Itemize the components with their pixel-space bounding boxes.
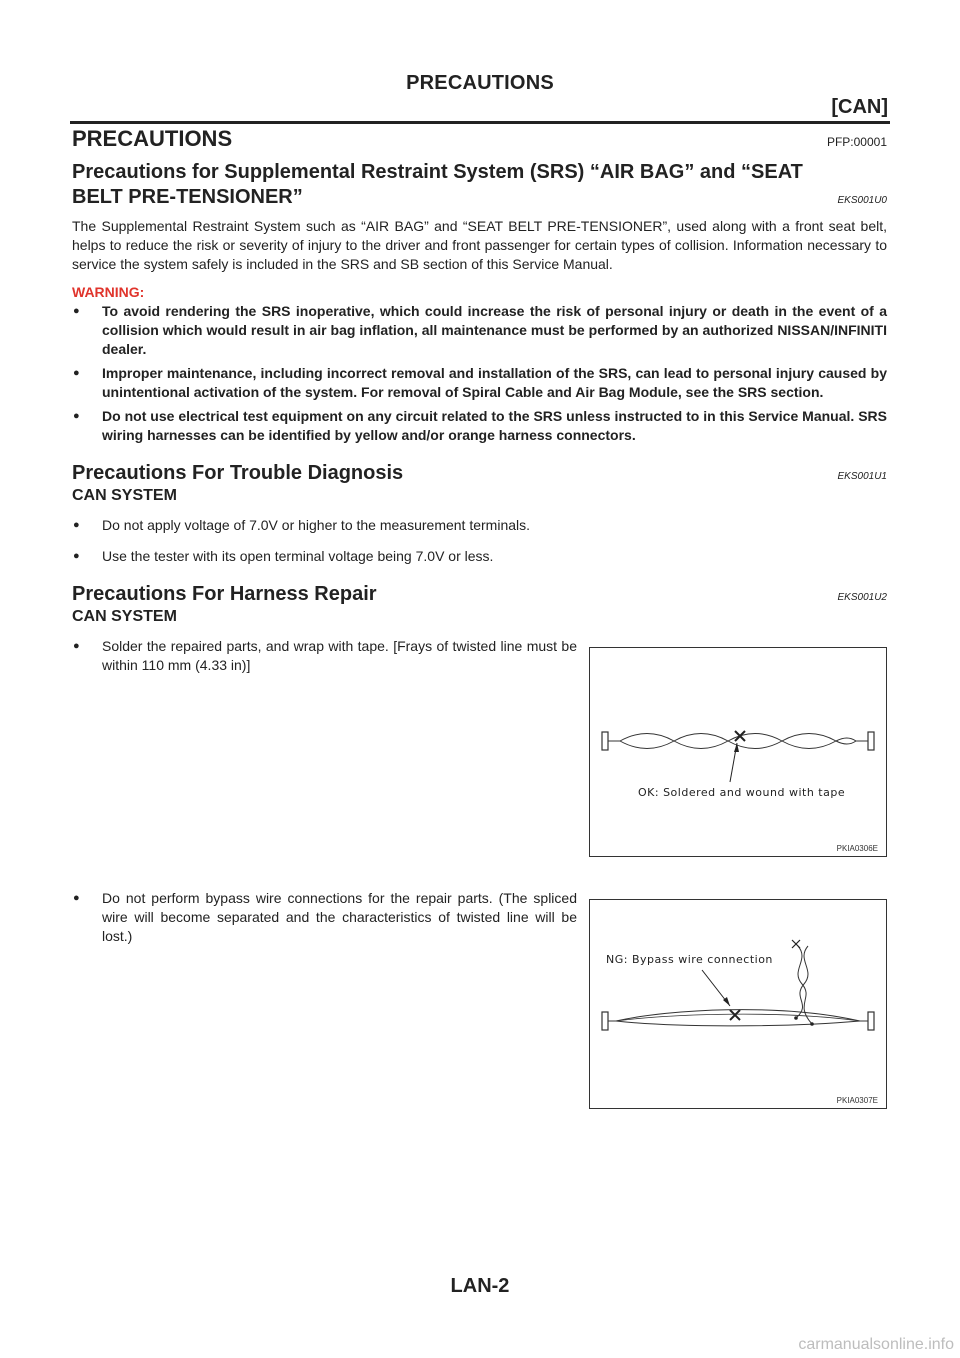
diagnosis-subtitle: CAN SYSTEM	[72, 487, 177, 504]
figure-ok-label: OK: Soldered and wound with tape	[638, 786, 846, 799]
srs-body: The Supplemental Restraint System such as “AIR BAG” and “SEAT BELT PRE-TENSIONER”, used along with a front seat belt, helps to reduce the risk or severity of injury to the driver and front passenger for certain types of collision. Information necessary to service the system safely is included in the SRS and SB section of this Service Manual.	[72, 218, 887, 272]
list-item	[72, 516, 887, 535]
page-header-section: [CAN]	[831, 96, 888, 118]
diagnosis-title: Precautions For Trouble Diagnosis	[72, 462, 404, 484]
repair-list	[72, 637, 577, 675]
diagnosis-list	[72, 516, 887, 566]
srs-code: EKS001U0	[837, 195, 887, 206]
warning-item	[72, 364, 887, 402]
twisted-wire-ng-diagram	[590, 900, 886, 1108]
diagnosis-code: EKS001U1	[837, 471, 887, 482]
bullet-icon: ●	[73, 519, 80, 531]
bullet-icon: ●	[73, 367, 80, 379]
bullet-icon: ●	[73, 640, 80, 652]
list-item-text: Do not apply voltage of 7.0V or higher to the measurement terminals.	[102, 517, 531, 533]
page-content	[72, 126, 887, 1104]
warning-item	[72, 302, 887, 359]
watermark: carmanualsonline.info	[798, 1336, 954, 1353]
twisted-wire-ok-diagram	[590, 648, 886, 856]
srs-title-line2: BELT PRE-TENSIONER”	[72, 186, 303, 208]
diagnosis-section	[72, 461, 887, 566]
figure-ok-soldered	[589, 647, 887, 857]
list-item-text: Do not perform bypass wire connections for the repair parts. (The spliced wire will become separated and the characteristics of twisted line will be lost.)	[102, 890, 577, 944]
header-rule	[70, 121, 890, 124]
warning-text: Do not use electrical test equipment on any circuit related to the SRS unless instructed to in this Service Manual. SRS wiring harnesses can be identified by yellow and/or orange harness connectors.	[102, 408, 887, 443]
precautions-heading	[72, 126, 887, 152]
bullet-icon: ●	[73, 410, 80, 422]
page-header-title: PRECAUTIONS	[406, 72, 554, 94]
figure-ng-bypass	[589, 899, 887, 1109]
warning-text: To avoid rendering the SRS inoperative, which could increase the risk of personal injury or death in the event of a collision which would result in air bag inflation, all maintenance must be performed by an authorized NISSAN/INFINITI dealer.	[102, 303, 887, 357]
list-item	[72, 547, 887, 566]
repair-section	[72, 582, 887, 1104]
bullet-icon: ●	[73, 892, 80, 904]
list-item-text: Use the tester with its open terminal voltage being 7.0V or less.	[102, 548, 494, 564]
list-item-text: Solder the repaired parts, and wrap with tape. [Frays of twisted line must be within 110 mm (4.33 in)]	[102, 638, 577, 673]
warning-item	[72, 407, 887, 445]
repair-list	[72, 889, 577, 946]
repair-title: Precautions For Harness Repair	[72, 583, 377, 605]
list-item	[72, 637, 577, 675]
warning-list	[72, 302, 887, 445]
list-item	[72, 889, 577, 946]
figure-ng-label: NG: Bypass wire connection	[606, 953, 773, 966]
warning-text: Improper maintenance, including incorrect removal and installation of the SRS, can lead to personal injury caused by unintentional activation of the system. For removal of Spiral Cable and Air Bag Module, see the SRS section.	[102, 365, 887, 400]
bullet-icon: ●	[73, 550, 80, 562]
diagnosis-title-row	[72, 461, 887, 486]
repair-code: EKS001U2	[837, 592, 887, 603]
srs-section	[72, 160, 887, 445]
bullet-icon: ●	[73, 305, 80, 317]
figure-ok-caption: PKIA0306E	[836, 844, 878, 853]
precautions-title: PRECAUTIONS	[72, 126, 233, 151]
figure-ng-caption: PKIA0307E	[836, 1096, 878, 1105]
repair-subtitle: CAN SYSTEM	[72, 608, 177, 625]
page-number: LAN-2	[450, 1275, 510, 1297]
warning-label: WARNING:	[72, 284, 145, 300]
srs-title-row	[72, 185, 887, 210]
repair-item-1	[72, 637, 887, 875]
precautions-code: PFP:00001	[826, 135, 887, 149]
repair-item-2	[72, 889, 887, 1104]
srs-title-line1: Precautions for Supplemental Restraint System (SRS) “AIR BAG” and “SEAT	[72, 161, 803, 183]
repair-title-row	[72, 582, 887, 607]
